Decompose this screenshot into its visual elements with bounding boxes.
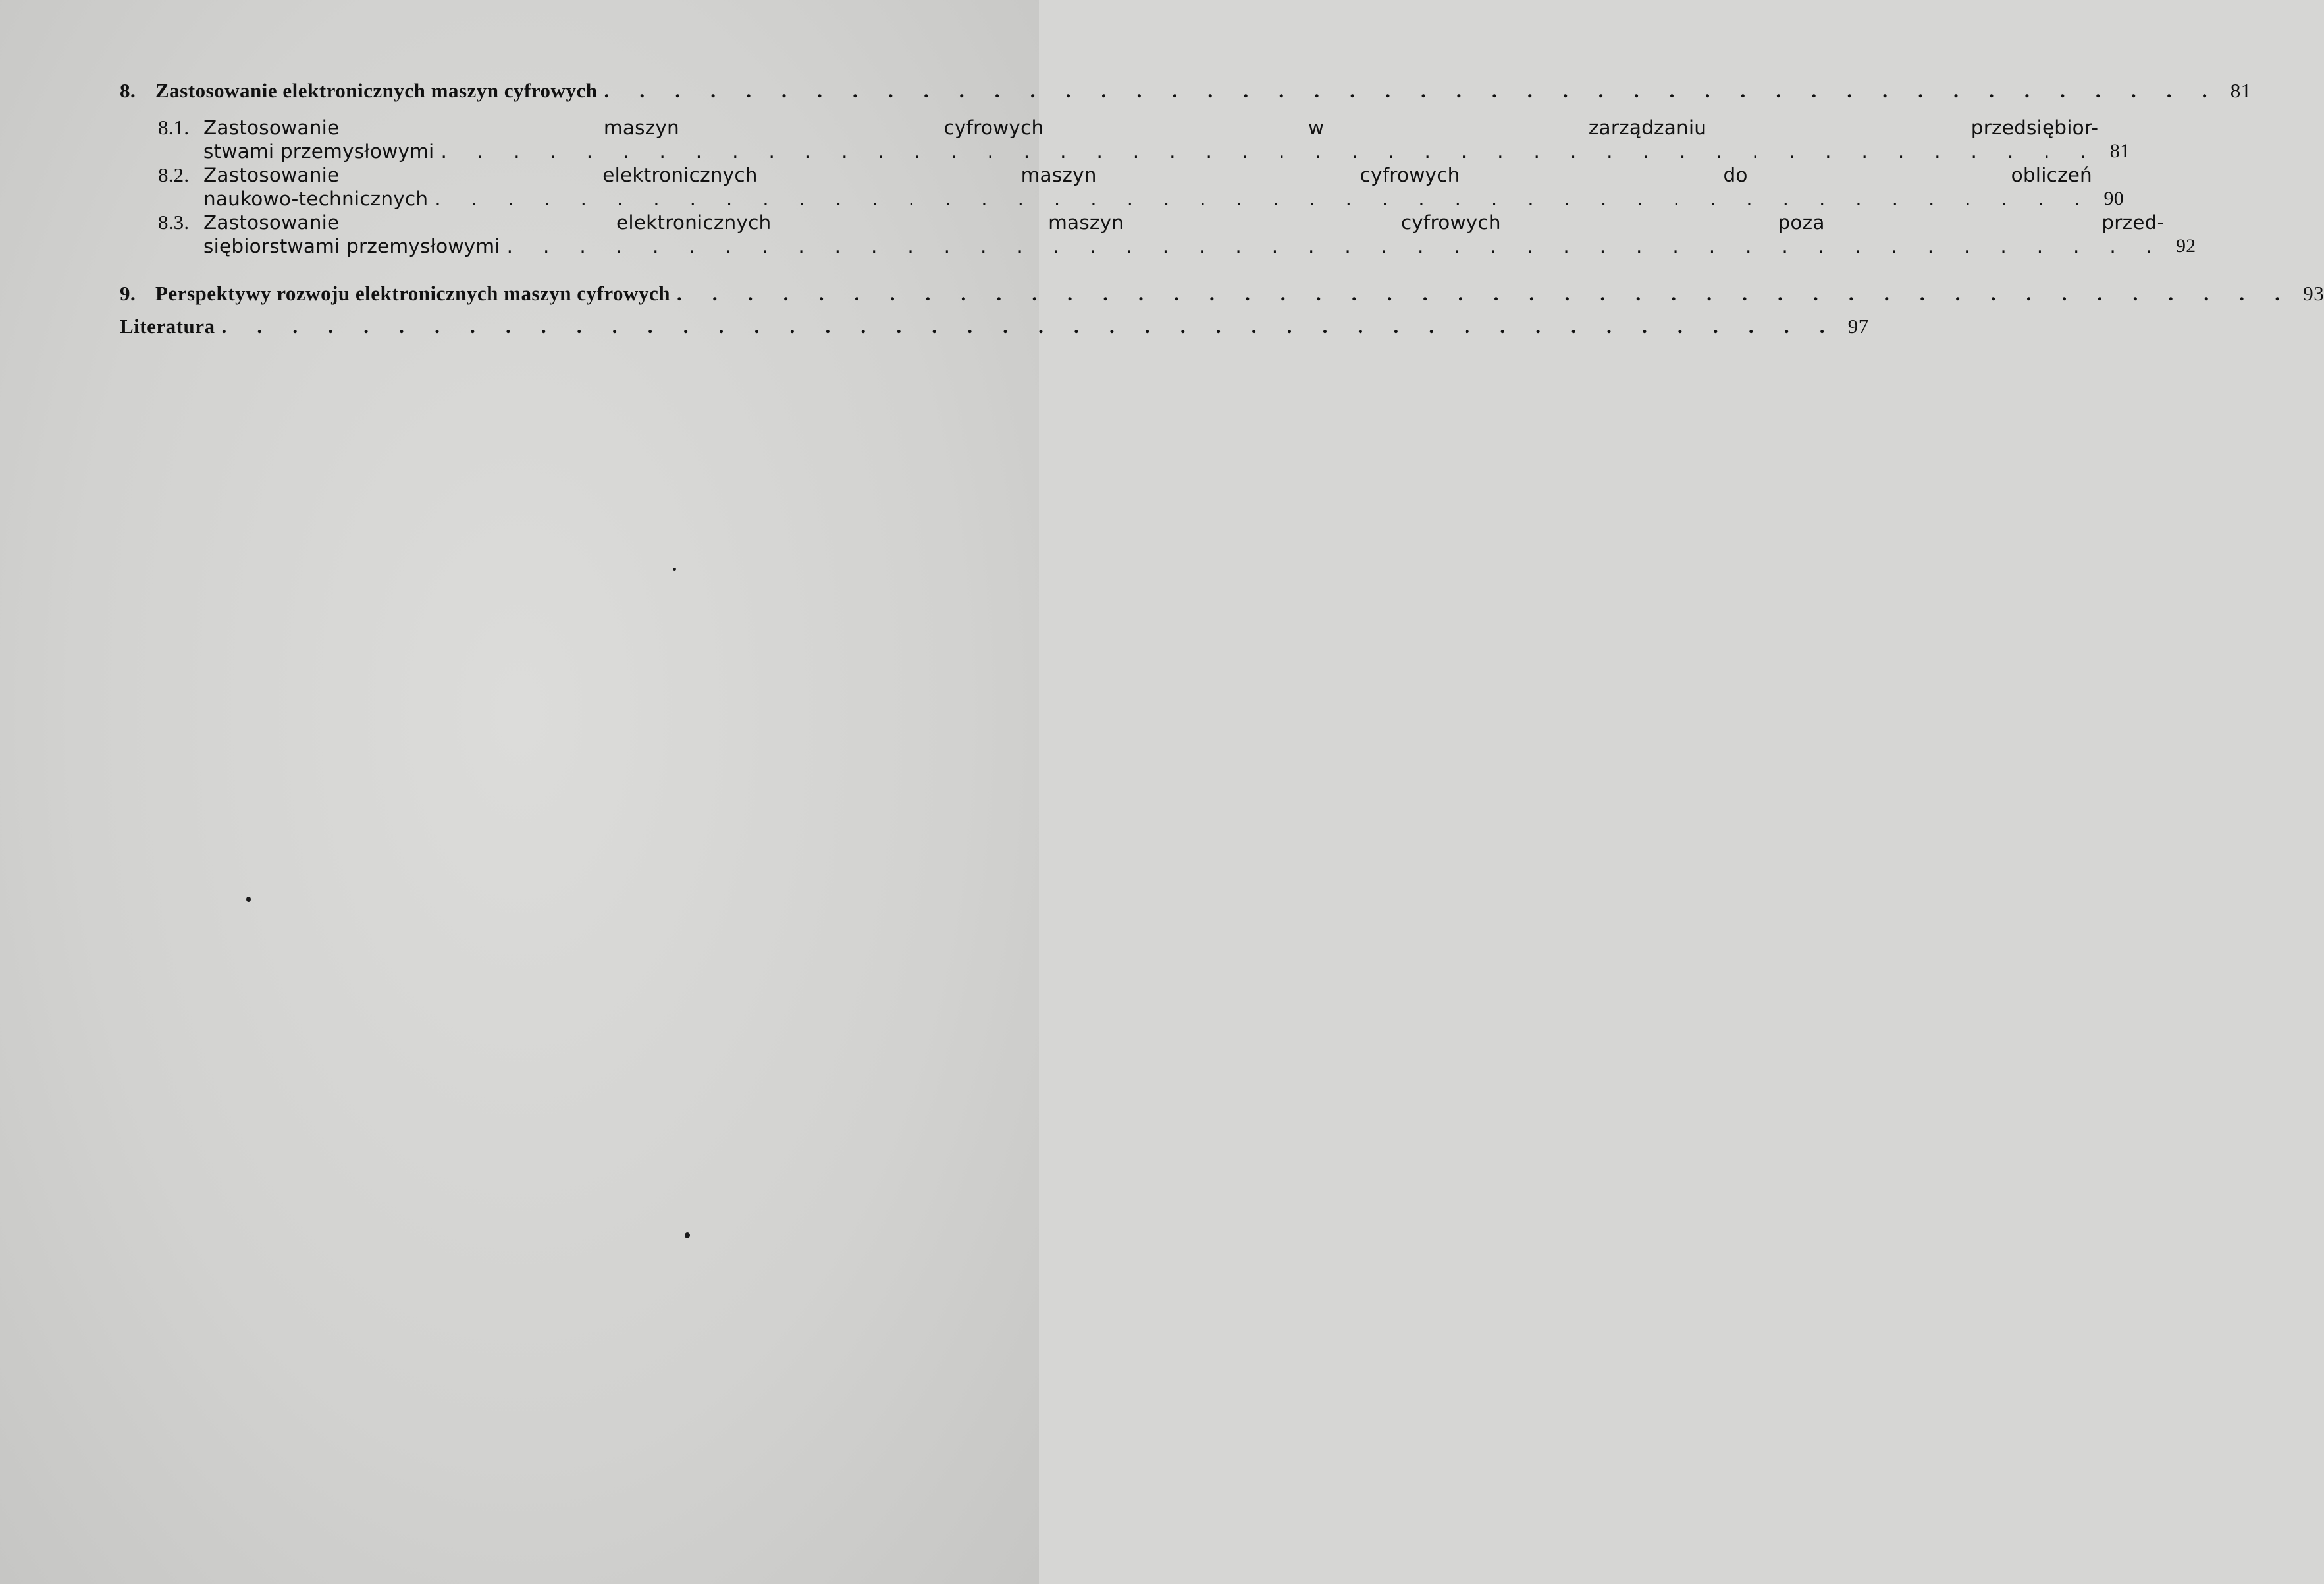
section-number: 8.1. (158, 116, 190, 139)
toc-entry-section-8-2[interactable] (158, 163, 2124, 211)
chapter-number: 9. (120, 282, 136, 305)
toc-entry-section-8-1[interactable] (158, 116, 2130, 163)
page-number: 90 (2103, 188, 2124, 209)
dot-leader: . . . . . . . . . . . . . . . . . . . . . . . . . . . . . . . . . . . . . . . . . . . . . . (435, 188, 2092, 210)
page-number: 93 (2303, 282, 2324, 305)
page-number: 92 (2175, 235, 2196, 257)
dot-leader: . . . . . . . . . . . . . . . . . . . . . . . . . . . . . . . . . . . . . . . . . . . . . . (676, 282, 2293, 305)
section-number: 8.3. (158, 211, 190, 234)
ink-speck (685, 1232, 690, 1238)
section-title-line-1: Zastosowanie maszyn cyfrowych w zarządzaniu przedsiębior- (203, 117, 2099, 139)
dot-leader: . . . . . . . . . . . . . . . . . . . . . . . . . . . . . . . . . . . . . . . . . . . . . . (440, 140, 2099, 163)
table-of-contents (120, 78, 2324, 340)
toc-entry-section-8-3[interactable] (158, 211, 2196, 258)
section-title-line-2: stwami przemysłowymi (203, 140, 435, 163)
chapter-number: 8. (120, 79, 136, 102)
page-number: 81 (2230, 79, 2252, 102)
dot-leader: . . . . . . . . . . . . . . . . . . . . . . . . . . . . . . . . . . . . . . . . . . . . . . (221, 315, 1837, 338)
chapter-title: Perspektywy rozwoju elektronicznych maszyn cyfrowych (155, 282, 670, 305)
section-title-line-2: siębiorstwami przemysłowymi (203, 235, 500, 257)
section-title-line-1: Zastosowanie elektronicznych maszyn cyfrowych poza przed- (203, 211, 2165, 234)
page-number: 81 (2109, 140, 2130, 162)
page-number: 97 (1847, 315, 1869, 338)
toc-entry-chapter-9[interactable] (120, 280, 2324, 307)
dot-leader: . . . . . . . . . . . . . . . . . . . . . . . . . . . . . . . . . . . . . . . . . . . . . . (604, 79, 2220, 102)
toc-entry-chapter-8[interactable] (120, 78, 2252, 104)
toc-entry-literatura[interactable] (120, 313, 1869, 340)
dot-leader: . . . . . . . . . . . . . . . . . . . . . . . . . . . . . . . . . . . . . . . . . . . . . . (506, 235, 2165, 257)
ink-speck (673, 568, 676, 571)
section-number: 8.2. (158, 163, 190, 186)
chapter-title: Zastosowanie elektronicznych maszyn cyfrowych (155, 79, 598, 102)
ink-speck (246, 897, 251, 902)
section-title-line-2: naukowo-technicznych (203, 188, 429, 210)
chapter-title: Literatura (120, 315, 215, 338)
section-title-line-1: Zastosowanie elektronicznych maszyn cyfrowych do obliczeń (203, 164, 2092, 186)
